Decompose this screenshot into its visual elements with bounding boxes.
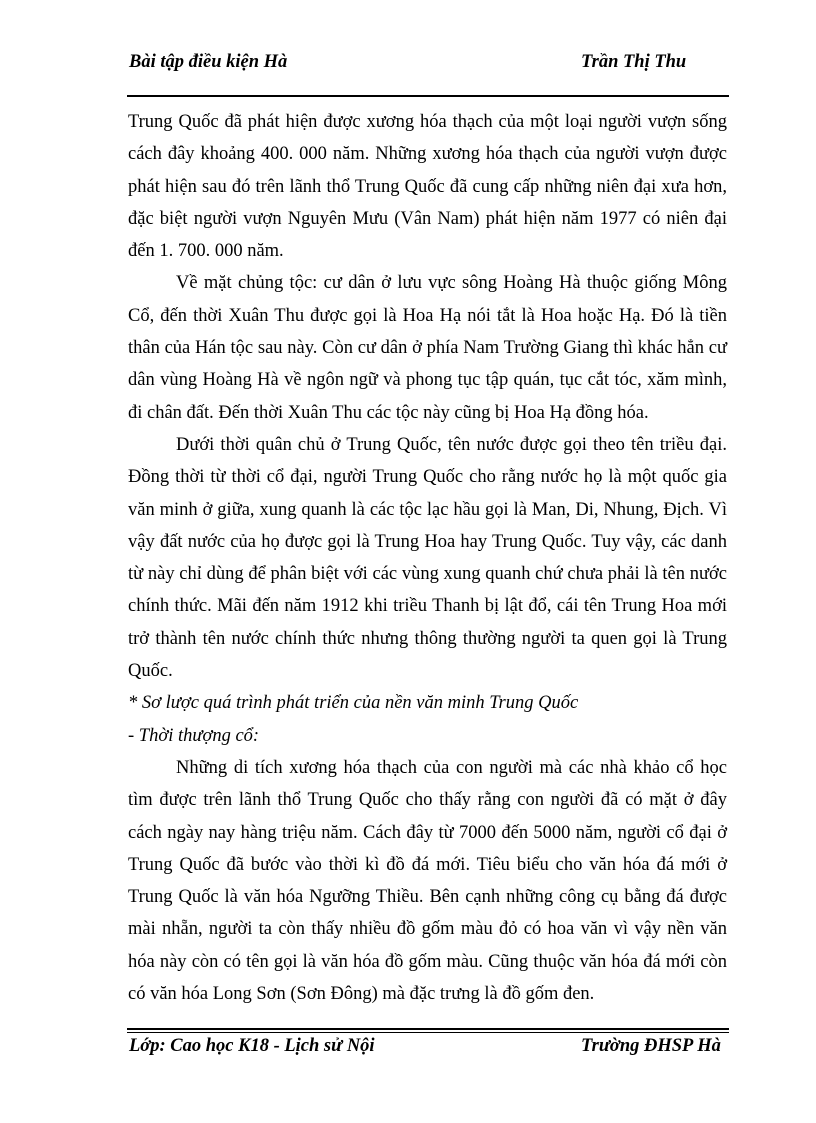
- footer-rule: [127, 1028, 729, 1030]
- section-heading: * Sơ lược quá trình phát triển của nền văn minh Trung Quốc: [128, 693, 579, 714]
- header-left: Bài tập điều kiện Hà: [129, 52, 288, 72]
- footer-right: Trường ĐHSP Hà: [581, 1036, 721, 1056]
- paragraph-ancient-period: Những di tích xương hóa thạch của con người mà các nhà khảo cổ học tìm được trên lãnh thổ Trung Quốc cho thấy rằng con người đã có mặt ở đây cách ngày nay hàng triệu năm. Cách đây từ 7000 đến 5000 năm, người cổ đại ở Trung Quốc đã bước vào thời kì đồ đá mới. Tiêu biểu cho văn hóa đá mới ở Trung Quốc là văn hóa Ngưỡng Thiều. Bên cạnh những công cụ bằng đá được mài nhẵn, người ta còn thấy nhiều đồ gốm màu đỏ có hoa văn vì vậy nền văn hóa này còn có tên gọi là văn hóa đồ gốm màu. Cũng thuộc văn hóa đá mới còn có văn hóa Long Sơn (Sơn Đông) mà đặc trưng là đồ gốm đen.: [128, 757, 727, 1005]
- header-rule: [127, 95, 729, 97]
- paragraph-country-name: Dưới thời quân chủ ở Trung Quốc, tên nước được gọi theo tên triều đại. Đồng thời từ thời cổ đại, người Trung Quốc cho rằng nước họ là một quốc gia văn minh ở giữa, xung quanh là các tộc lạc hầu gọi là Man, Di, Nhung, Địch. Vì vậy đất nước của họ được gọi là Trung Hoa hay Trung Quốc. Tuy vậy, các danh từ này chỉ dùng để phân biệt với các vùng xung quanh chứ chưa phải là tên nước chính thức. Mãi đến năm 1912 khi triều Thanh bị lật đổ, cái tên Trung Hoa mới trở thành tên nước chính thức nhưng thông thường người ta quen gọi là Trung Quốc.: [128, 434, 727, 682]
- paragraph-ethnicity: Về mặt chủng tộc: cư dân ở lưu vực sông Hoàng Hà thuộc giống Mông Cổ, đến thời Xuân Thu được gọi là Hoa Hạ nói tắt là Hoa hoặc Hạ. Đó là tiền thân của Hán tộc sau này. Còn cư dân ở phía Nam Trường Giang thì khác hẳn cư dân vùng Hoàng Hà về ngôn ngữ và phong tục tập quán, tục cắt tóc, xăm mình, đi chân đất. Đến thời Xuân Thu các tộc này cũng bị Hoa Hạ đồng hóa.: [128, 273, 727, 423]
- header-right: Trần Thị Thu: [581, 52, 687, 72]
- subsection-heading: - Thời thượng cổ:: [128, 725, 260, 746]
- paragraph-continuation: Trung Quốc đã phát hiện được xương hóa thạch của một loại người vượn sống cách đây khoảng 400. 000 năm. Những xương hóa thạch của người vượn được phát hiện sau đó trên lãnh thổ Trung Quốc đã cung cấp những niên đại xưa hơn, đặc biệt người vượn Nguyên Mưu (Vân Nam) phát hiện năm 1977 có niên đại đến 1. 700. 000 năm.: [128, 112, 727, 262]
- footer-left: Lớp: Cao học K18 - Lịch sử Nội: [129, 1036, 375, 1056]
- page-body: [128, 106, 727, 1010]
- footer-rule-thin: [127, 1032, 729, 1033]
